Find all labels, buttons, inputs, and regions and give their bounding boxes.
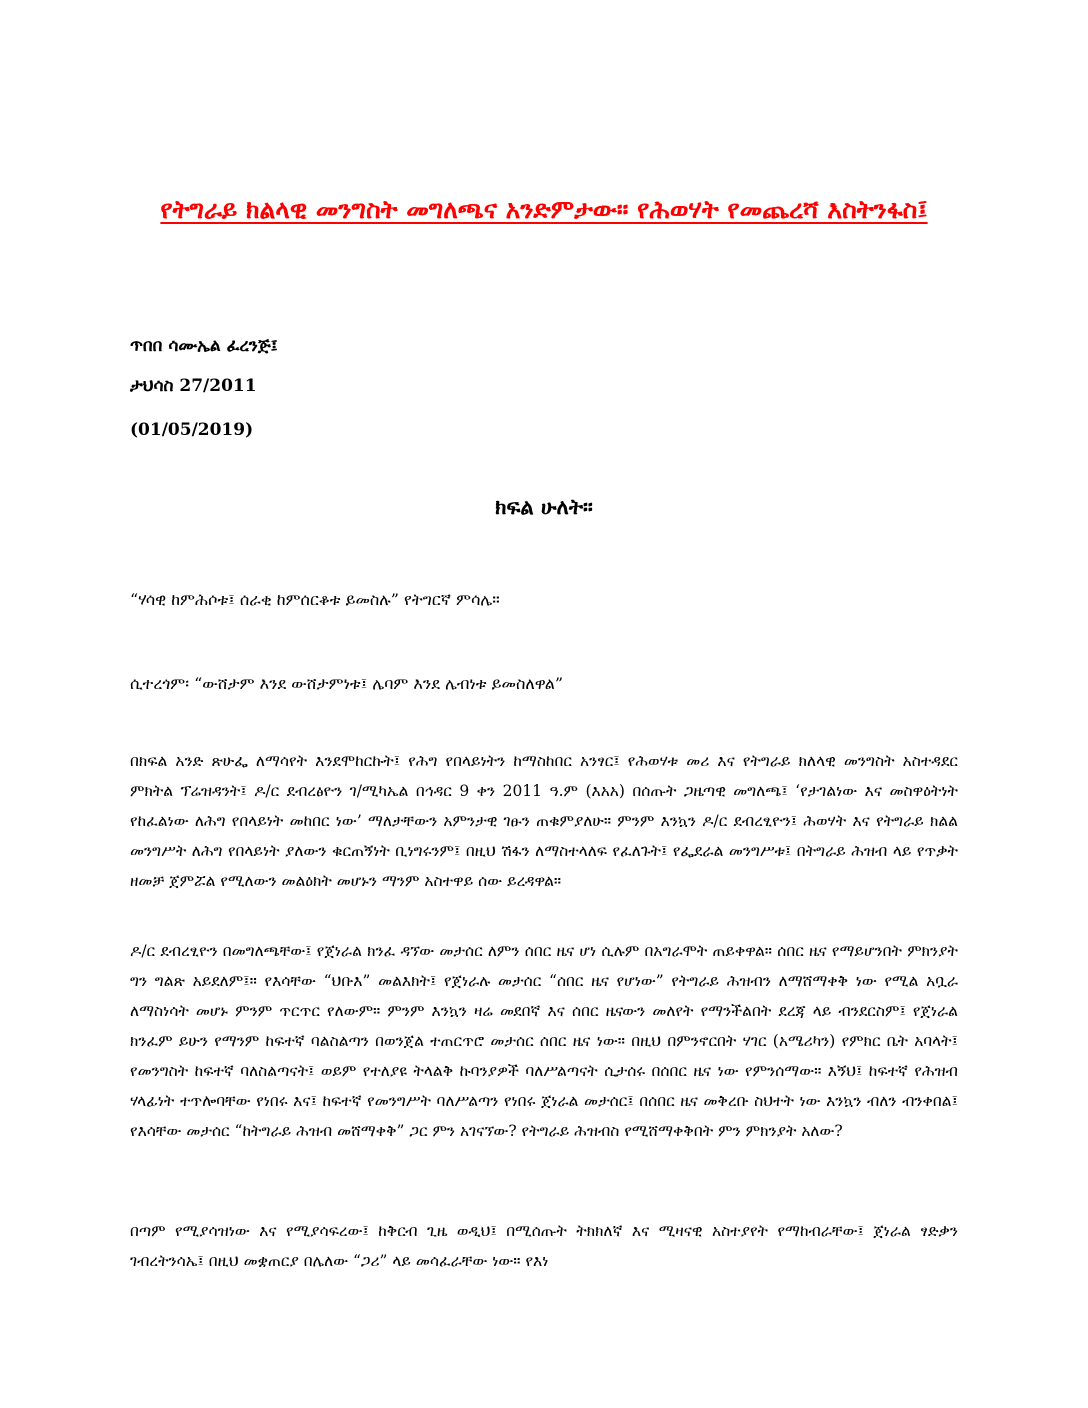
- proverb-quote: “ሃሳዊ ከምሕሶቱ፤ ሰራቂ ከምሰርቆቱ ይመስሉ” የትግርኛ ምሳሌ።: [130, 590, 500, 609]
- section-heading: ክፍል ሁለት።: [495, 494, 593, 519]
- body-paragraph: በክፍል አንድ ጽሁፌ ለማሳየት እንደሞከርኩት፤ የሕግ የበላይነትን ከማስከበር አንፃር፤ የሕወሃቱ መሪ እና የትግራይ ክለላዊ መንግስት አስተዳደር ምክትል ፕሬዝዳንት፤ ዶ/ር ደብረፅዮን ገ/ሚካኤል በኅዳር 9 ቀን 2011 ዓ.ም (እአአ) በሰጡት ጋዜጣዊ መግለጫ፤ ‘የታገልነው እና መስዋዕትነት የከፈልነው ለሕግ የበላይነት መከበር ነው’ ማለታቸውን አምንታዊ ገፁን ጠቁምያለሁ። ምንም እንኳን ዶ/ር ደብረፂዮን፤ ሕወሃት እና የትግራይ ክልል መንግሥት ለሕግ የበላይነት ያለውን ቁርጠኝነት ቢነግሩንም፤ በዚህ ሽፋን ለማስተላለፍ የፈለጉት፤ የፌደራል መንግሥቱ፤ በትግራይ ሕዝብ ላይ የጥቃት ዘመቻ ጀምሯል የሚለውን መልዕክት መሆኑን ማንም አስተዋይ ሰው ይረዳዋል።: [130, 752, 958, 890]
- date-gregorian: (01/05/2019): [130, 420, 254, 440]
- body-paragraph: በጣም የሚያሳዝነው እና የሚያሳፍረው፤ ከቅርብ ጊዜ ወዲህ፤ በሚሰጡት ትክክለኛ እና ሚዛናዊ አስተያየት የማከብራቸው፤ ጀነራል ፃድቃን ገብረትንሳኤ፤ በዚህ መቋጠርያ በሌለው “ጋሪ” ላይ መሳፈራቸው ነው። የእነ: [130, 1222, 958, 1270]
- date-ethiopian: ታህሳስ 27/2011: [130, 376, 257, 396]
- proverb-translation: ሲተረጎም፡ “ውሸታም እንደ ውሸታምነቱ፤ ሌባም እንደ ሌብነቱ ይመስለዋል”: [130, 674, 564, 693]
- document-title: የትግራይ ክልላዊ መንግስት መግለጫና አንድምታው። የሕወሃት የመጨረሻ እስትንፋስ፤: [160, 195, 928, 224]
- body-paragraph: ዶ/ር ደብረፂዮን በመግለጫቸው፤ የጀነራል ክንፈ ዳኘው መታሰር ለምን ሰበር ዜና ሆነ ሲሉም በአግራሞት ጠይቀዋል። ሰበር ዜና የማይሆንበት ምክንያት ግን ግልጽ አይደለም፤። የእሳቸው “ህቡእ” መልእክት፤ የጀነራሉ መታሰር “ሰበር ዜና የሆነው” የትግራይ ሕዝብን ለማሸማቀቅ ነው የሚል አቧራ ለማስነሳት መሆኑ ምንም ጥርጥር የለውም። ምንም እንኳን ዛሬ መደበኛ እና ሰበር ዜናውን መለየት የማንችልበት ደረጃ ላይ ብንደርስም፤ የጀነራል ክንፈም ይሁን የማንም ከፍተኛ ባልስልጣን በወንጀል ተጠርጥሮ መታሰር ሰበር ዜና ነው። በዚህ በምንኖርበት ሃገር (አሜሪካን) የምክር ቤት አባላት፤ የመንግስት ከፍተኛ ባለስልጣናት፤ ወይም የተለያዩ ትላልቅ ኩባንያዎች ባለሥልጣናት ሲታሰሩ በሰበር ዜና ነው የምንሰማው። እኝህ፤ ከፍተኛ የሕዝብ ሃላፊነት ተጥሎባቸው የነበሩ እና፤ ከፍተኛ የመንግሥት ባለሥልጣን የነበሩ ጀነራል መታሰር፤ በሰበር ዜና መቅረቡ ስህተት ነው እንኳን ብለን ብንቀበል፤ የእሳቸው መታሰር “ከትግራይ ሕዝብ መሸማቀቅ” ጋር ምን አገናኘው? የትግራይ ሕዝብስ የሚሸማቀቅበት ምን ምክንያት አለው?: [130, 942, 958, 1140]
- author-line: ጥበበ ሳሙኤል ፈረንጅ፤: [130, 336, 278, 356]
